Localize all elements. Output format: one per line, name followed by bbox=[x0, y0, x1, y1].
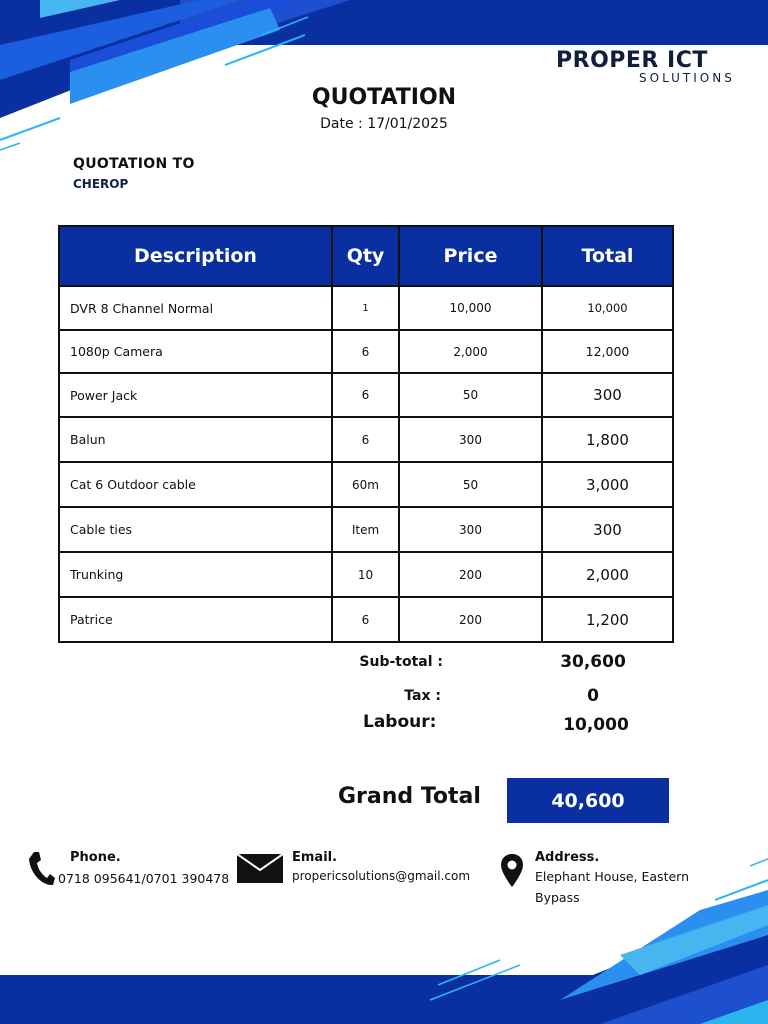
cell-description: Balun bbox=[59, 417, 332, 462]
table-row bbox=[59, 330, 673, 373]
cell-qty: 10 bbox=[332, 552, 399, 597]
cell-qty: 6 bbox=[332, 330, 399, 373]
column-header-price: Price bbox=[399, 226, 542, 286]
cell-description: Patrice bbox=[59, 597, 332, 642]
cell-total: 1,800 bbox=[542, 417, 673, 462]
cell-qty: 6 bbox=[332, 373, 399, 417]
column-header-total: Total bbox=[542, 226, 673, 286]
cell-total: 12,000 bbox=[542, 330, 673, 373]
document-date: Date : 17/01/2025 bbox=[320, 116, 448, 132]
cell-description: Trunking bbox=[59, 552, 332, 597]
cell-description: DVR 8 Channel Normal bbox=[59, 286, 332, 330]
column-header-qty: Qty bbox=[332, 226, 399, 286]
table-row bbox=[59, 373, 673, 417]
cell-total: 2,000 bbox=[542, 552, 673, 597]
cell-description: 1080p Camera bbox=[59, 330, 332, 373]
email-icon bbox=[237, 854, 283, 883]
cell-qty: 6 bbox=[332, 417, 399, 462]
table-row bbox=[59, 417, 673, 462]
cell-total: 10,000 bbox=[542, 286, 673, 330]
cell-qty: 6 bbox=[332, 597, 399, 642]
phone-value: 0718 095641/0701 390478 bbox=[58, 871, 230, 886]
items-table bbox=[58, 225, 674, 643]
cell-qty: 1 bbox=[332, 286, 399, 330]
cell-price: 200 bbox=[399, 552, 542, 597]
subtotal-value: 30,600 bbox=[560, 652, 626, 672]
cell-price: 50 bbox=[399, 373, 542, 417]
quotation-to-label: QUOTATION TO bbox=[73, 156, 195, 172]
table-row bbox=[59, 597, 673, 642]
cell-description: Power Jack bbox=[59, 373, 332, 417]
tax-label: Tax : bbox=[404, 688, 441, 704]
cell-price: 300 bbox=[399, 507, 542, 552]
table-row bbox=[59, 286, 673, 330]
grand-total-label: Grand Total bbox=[338, 784, 481, 809]
address-line-2: Bypass bbox=[535, 890, 580, 905]
cell-total: 3,000 bbox=[542, 462, 673, 507]
location-pin-icon bbox=[501, 854, 523, 887]
cell-qty: Item bbox=[332, 507, 399, 552]
cell-price: 10,000 bbox=[399, 286, 542, 330]
table-row bbox=[59, 507, 673, 552]
brand-name: PROPER ICT bbox=[556, 48, 708, 73]
cell-total: 1,200 bbox=[542, 597, 673, 642]
cell-price: 2,000 bbox=[399, 330, 542, 373]
email-label: Email. bbox=[292, 850, 338, 865]
table-row bbox=[59, 552, 673, 597]
brand-subtitle: SOLUTIONS bbox=[639, 71, 735, 85]
table-header-row bbox=[59, 226, 673, 286]
phone-label: Phone. bbox=[70, 850, 121, 865]
brand-logo bbox=[556, 48, 736, 85]
grand-total-value: 40,600 bbox=[507, 778, 669, 823]
cell-qty: 60m bbox=[332, 462, 399, 507]
address-line-1: Elephant House, Eastern bbox=[535, 869, 689, 884]
email-value: propericsolutions@gmail.com bbox=[292, 869, 471, 883]
cell-description: Cat 6 Outdoor cable bbox=[59, 462, 332, 507]
cell-price: 300 bbox=[399, 417, 542, 462]
document-title: QUOTATION bbox=[311, 85, 457, 110]
client-name: CHEROP bbox=[73, 177, 129, 191]
table-row bbox=[59, 462, 673, 507]
column-header-description: Description bbox=[59, 226, 332, 286]
cell-total: 300 bbox=[542, 507, 673, 552]
cell-total: 300 bbox=[542, 373, 673, 417]
cell-price: 50 bbox=[399, 462, 542, 507]
labour-value: 10,000 bbox=[563, 715, 629, 735]
cell-description: Cable ties bbox=[59, 507, 332, 552]
labour-label: Labour: bbox=[363, 712, 437, 732]
subtotal-label: Sub-total : bbox=[359, 654, 443, 670]
address-label: Address. bbox=[535, 850, 600, 865]
phone-icon bbox=[28, 851, 56, 887]
cell-price: 200 bbox=[399, 597, 542, 642]
tax-value: 0 bbox=[587, 686, 599, 706]
